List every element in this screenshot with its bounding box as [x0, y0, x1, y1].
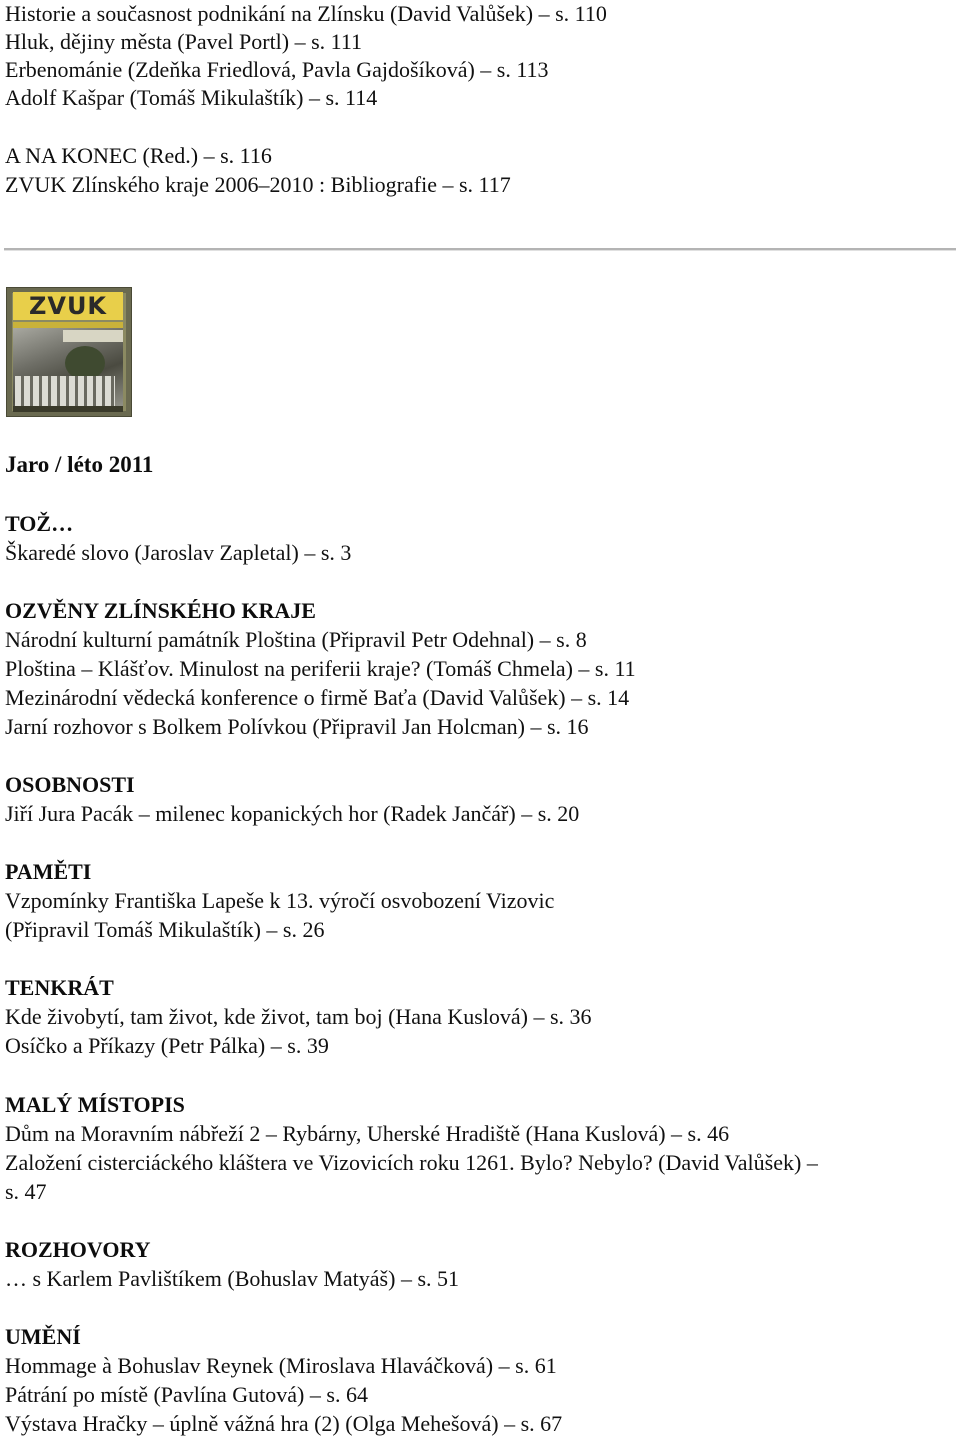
- toc-entry: Adolf Kašpar (Tomáš Mikulaštík) – s. 114: [5, 85, 378, 110]
- toc-entry: Mezinárodní vědecká konference o firmě Baťa (David Valůšek) – s. 14: [5, 685, 630, 710]
- toc-entry: Národní kulturní památník Ploština (Připravil Petr Odehnal) – s. 8: [5, 627, 587, 652]
- toc-entry: ZVUK Zlínského kraje 2006–2010 : Bibliografie – s. 117: [5, 172, 511, 197]
- toc-entry: Erbenománie (Zdeňka Friedlová, Pavla Gajdošíková) – s. 113: [5, 57, 549, 82]
- toc-entry: Pátrání po místě (Pavlína Gutová) – s. 64: [5, 1382, 368, 1407]
- na-konec-heading: A NA KONEC (Red.) – s. 116: [5, 143, 272, 168]
- toc-entry: Kde živobytí, tam život, kde život, tam boj (Hana Kuslová) – s. 36: [5, 1004, 592, 1029]
- section-heading: TENKRÁT: [5, 975, 114, 1000]
- toc-entry: Osíčko a Příkazy (Petr Pálka) – s. 39: [5, 1033, 329, 1058]
- toc-entry: Hluk, dějiny města (Pavel Portl) – s. 111: [5, 29, 363, 54]
- section-heading: UMĚNÍ: [5, 1324, 81, 1349]
- horizontal-divider: [4, 248, 956, 251]
- toc-entry: s. 47: [5, 1179, 47, 1204]
- section-heading: TOŽ…: [5, 511, 74, 536]
- cover-logo: ZVUK: [13, 292, 123, 320]
- toc-entry: Jiří Jura Pacák – milenec kopanických hor (Radek Jančář) – s. 20: [5, 801, 580, 826]
- toc-entry: Škaredé slovo (Jaroslav Zapletal) – s. 3: [5, 540, 352, 565]
- issue-title: Jaro / léto 2011: [5, 452, 154, 477]
- toc-entry: Ploština – Klášťov. Minulost na periferii kraje? (Tomáš Chmela) – s. 11: [5, 656, 636, 681]
- toc-entry: Jarní rozhovor s Bolkem Polívkou (Připravil Jan Holcman) – s. 16: [5, 714, 589, 739]
- section-heading: MALÝ MÍSTOPIS: [5, 1092, 185, 1117]
- toc-entry: … s Karlem Pavlištíkem (Bohuslav Matyáš) – s. 51: [5, 1266, 460, 1291]
- section-heading: OSOBNOSTI: [5, 772, 135, 797]
- toc-entry: Hommage à Bohuslav Reynek (Miroslava Hlaváčková) – s. 61: [5, 1353, 557, 1378]
- section-heading: ROZHOVORY: [5, 1237, 151, 1262]
- toc-entry: Dům na Moravním nábřeží 2 – Rybárny, Uherské Hradiště (Hana Kuslová) – s. 46: [5, 1121, 730, 1146]
- section-heading: OZVĚNY ZLÍNSKÉHO KRAJE: [5, 598, 316, 623]
- toc-entry: (Připravil Tomáš Mikulaštík) – s. 26: [5, 917, 325, 942]
- toc-entry: Založení cisterciáckého kláštera ve Vizovicích roku 1261. Bylo? Nebylo? (David Valůšek) –: [5, 1150, 818, 1175]
- section-heading: PAMĚTI: [5, 859, 92, 884]
- toc-entry: Vzpomínky Františka Lapeše k 13. výročí osvobození Vizovic: [5, 888, 555, 913]
- magazine-cover-image: [6, 287, 132, 417]
- toc-entry: Výstava Hračky – úplně vážná hra (2) (Olga Mehešová) – s. 67: [5, 1411, 563, 1436]
- toc-entry: Historie a současnost podnikání na Zlínsku (David Valůšek) – s. 110: [5, 1, 607, 26]
